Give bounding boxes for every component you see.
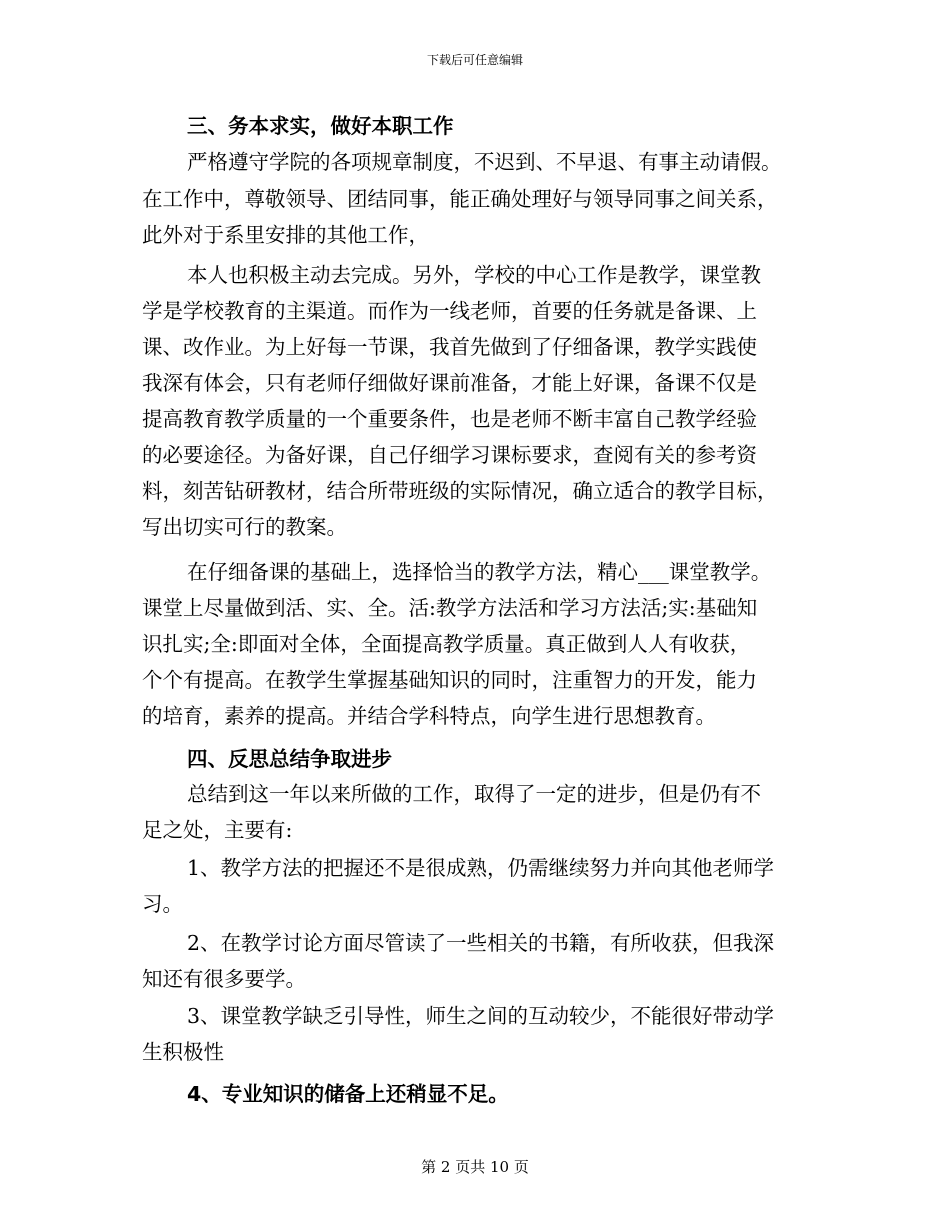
page-footer: 第 2 页共 10 页: [421, 1158, 529, 1176]
paragraph-line: 我深有体会，只有老师仔细做好课前准备，才能上好课，备课不仅是: [142, 371, 757, 395]
paragraph-line: 在仔细备课的基础上，选择恰当的教学方法，精心___课堂教学。: [187, 560, 772, 584]
paragraph-line: 总结到这一年以来所做的工作，取得了一定的进步，但是仍有不: [187, 782, 761, 806]
list-item-1-cont: 习。: [142, 892, 183, 916]
list-item-1: 1、教学方法的把握还不是很成熟，仍需继续努力并向其他老师学: [187, 856, 775, 880]
paragraph-line: 课、改作业。为上好每一节课，我首先做到了仔细备课，教学实践使: [142, 335, 757, 359]
section-heading-3: 三、务本求实，做好本职工作: [187, 114, 454, 138]
paragraph-line: 在工作中，尊敬领导、团结同事，能正确处理好与领导同事之间关系，: [142, 187, 778, 211]
paragraph-line: 的必要途径。为备好课，自己仔细学习课标要求，查阅有关的参考资: [142, 443, 757, 467]
list-item-2: 2、在教学讨论方面尽管读了一些相关的书籍，有所收获，但我深: [187, 931, 775, 955]
list-item-3-cont: 生积极性: [142, 1040, 224, 1064]
paragraph-line: 严格遵守学院的各项规章制度，不迟到、不早退、有事主动请假。: [187, 150, 782, 174]
paragraph-line: 本人也积极主动去完成。另外，学校的中心工作是教学，课堂教: [187, 263, 761, 287]
paragraph-line: 的培育，素养的提高。并结合学科特点，向学生进行思想教育。: [142, 704, 716, 728]
paragraph-line: 识扎实;全:即面对全体，全面提高教学质量。真正做到人人有收获，: [142, 632, 751, 656]
paragraph-line: 个个有提高。在教学生掌握基础知识的同时，注重智力的开发，能力: [142, 668, 757, 692]
section-heading-4: 四、反思总结争取进步: [187, 747, 392, 771]
paragraph-line: 足之处，主要有:: [142, 818, 293, 842]
paragraph-line: 料，刻苦钻研教材，结合所带班级的实际情况，确立适合的教学目标，: [142, 479, 778, 503]
list-item-3: 3、课堂教学缺乏引导性，师生之间的互动较少，不能很好带动学: [187, 1004, 775, 1028]
paragraph-line: 此外对于系里安排的其他工作，: [142, 223, 429, 247]
paragraph-line: 课堂上尽量做到活、实、全。活:教学方法活和学习方法活;实:基础知: [142, 596, 758, 620]
list-item-2-cont: 知还有很多要学。: [142, 967, 306, 991]
paragraph-line: 学是学校教育的主渠道。而作为一线老师，首要的任务就是备课、上: [142, 299, 757, 323]
list-item-4: 4、专业知识的储备上还稍显不足。: [187, 1082, 509, 1106]
paragraph-line: 写出切实可行的教案。: [142, 515, 347, 539]
paragraph-line: 提高教育教学质量的一个重要条件，也是老师不断丰富自己教学经验: [142, 407, 757, 431]
page-header: 下载后可任意编辑: [426, 53, 523, 67]
